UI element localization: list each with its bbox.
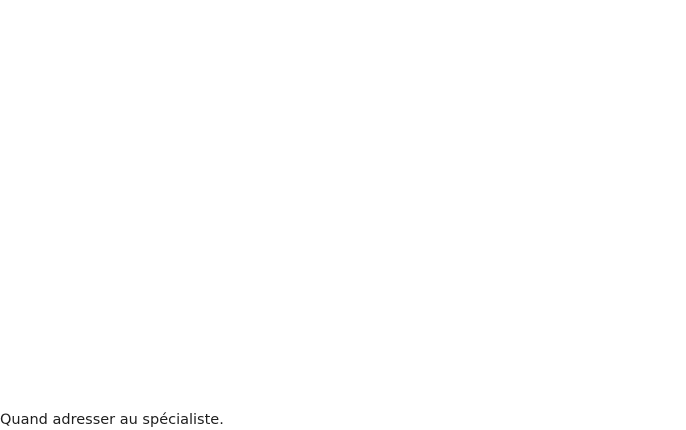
table-caption: Quand adresser au spécialiste.: [0, 412, 224, 428]
